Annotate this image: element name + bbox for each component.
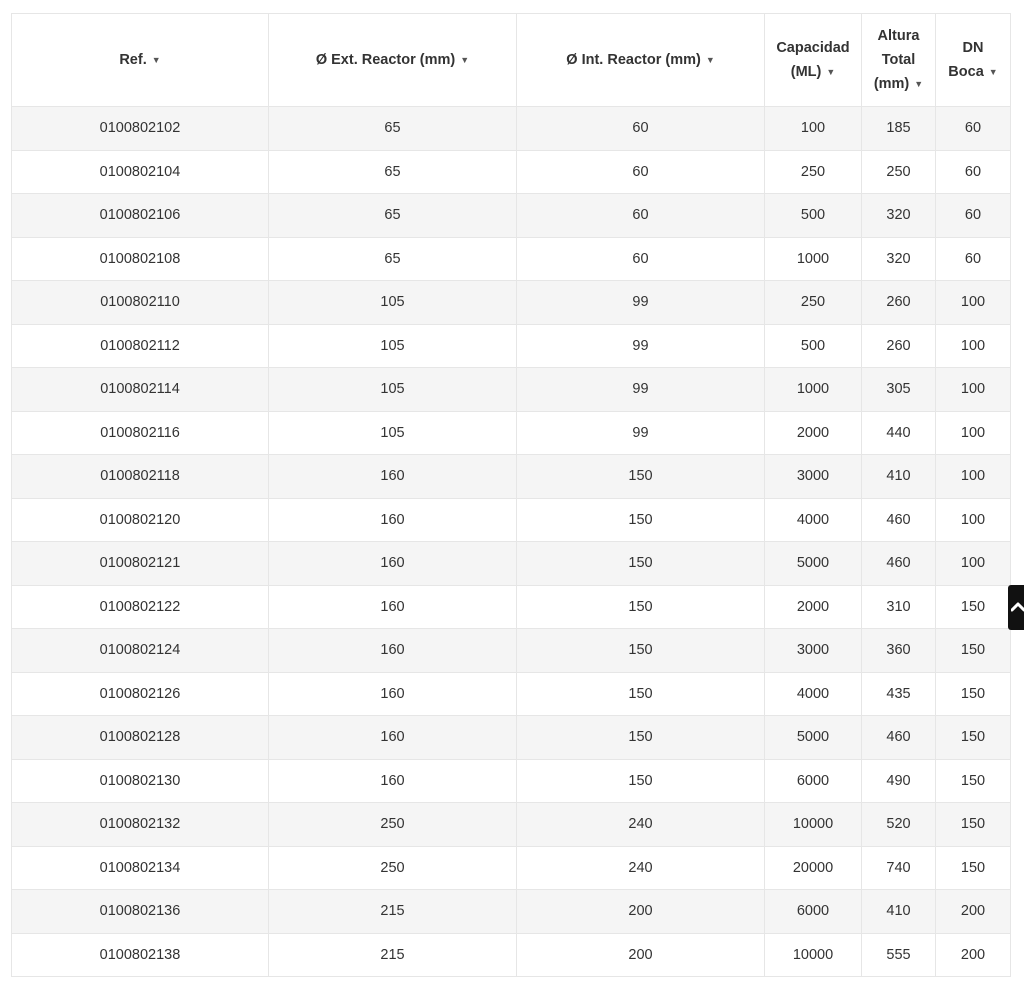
table-cell-ref: 0100802136 (12, 890, 269, 934)
table-cell-capacity: 4000 (765, 498, 862, 542)
table-cell-ext-diameter: 215 (269, 933, 517, 977)
table-row (12, 107, 1011, 151)
product-table-container (11, 13, 1010, 977)
table-row (12, 498, 1011, 542)
table-body (12, 107, 1011, 977)
table-cell-capacity: 100 (765, 107, 862, 151)
table-cell-int-diameter: 99 (517, 368, 765, 412)
table-cell-ext-diameter: 160 (269, 498, 517, 542)
sort-caret-icon: ▼ (705, 55, 715, 65)
table-header (12, 14, 1011, 107)
table-cell-int-diameter: 150 (517, 542, 765, 586)
table-cell-ref: 0100802114 (12, 368, 269, 412)
table-row (12, 194, 1011, 238)
table-cell-total-height: 250 (862, 150, 936, 194)
header-row (12, 14, 1011, 107)
table-cell-ext-diameter: 105 (269, 411, 517, 455)
table-cell-total-height: 460 (862, 716, 936, 760)
table-cell-ref: 0100802118 (12, 455, 269, 499)
column-header-label: DN (962, 40, 984, 56)
table-cell-ref: 0100802128 (12, 716, 269, 760)
table-cell-int-diameter: 60 (517, 107, 765, 151)
table-cell-capacity: 6000 (765, 759, 862, 803)
table-cell-capacity: 1000 (765, 237, 862, 281)
table-row (12, 933, 1011, 977)
table-cell-dn-mouth: 100 (936, 411, 1011, 455)
table-cell-total-height: 360 (862, 629, 936, 673)
table-cell-capacity: 2000 (765, 585, 862, 629)
table-cell-int-diameter: 150 (517, 585, 765, 629)
table-cell-dn-mouth: 100 (936, 542, 1011, 586)
table-cell-int-diameter: 200 (517, 890, 765, 934)
reactor-spec-table (11, 13, 1011, 977)
table-cell-total-height: 520 (862, 803, 936, 847)
table-cell-ext-diameter: 160 (269, 672, 517, 716)
scroll-to-top-button[interactable] (1008, 585, 1024, 630)
sort-caret-icon: ▼ (151, 55, 161, 65)
table-cell-ref: 0100802108 (12, 237, 269, 281)
table-cell-ext-diameter: 65 (269, 237, 517, 281)
table-cell-dn-mouth: 150 (936, 803, 1011, 847)
table-cell-dn-mouth: 100 (936, 455, 1011, 499)
table-cell-total-height: 555 (862, 933, 936, 977)
table-row (12, 629, 1011, 673)
table-cell-ref: 0100802112 (12, 324, 269, 368)
table-cell-total-height: 435 (862, 672, 936, 716)
table-cell-ext-diameter: 250 (269, 803, 517, 847)
table-row (12, 237, 1011, 281)
table-cell-total-height: 185 (862, 107, 936, 151)
table-cell-int-diameter: 60 (517, 194, 765, 238)
table-cell-ref: 0100802138 (12, 933, 269, 977)
table-cell-total-height: 490 (862, 759, 936, 803)
table-row (12, 716, 1011, 760)
table-cell-ext-diameter: 160 (269, 585, 517, 629)
column-header-ref[interactable] (12, 14, 269, 107)
table-cell-ext-diameter: 160 (269, 629, 517, 673)
table-cell-capacity: 5000 (765, 542, 862, 586)
table-cell-int-diameter: 240 (517, 846, 765, 890)
table-cell-dn-mouth: 150 (936, 672, 1011, 716)
table-cell-total-height: 260 (862, 281, 936, 325)
table-cell-int-diameter: 150 (517, 455, 765, 499)
table-cell-ref: 0100802122 (12, 585, 269, 629)
table-row (12, 281, 1011, 325)
table-cell-dn-mouth: 100 (936, 324, 1011, 368)
table-cell-capacity: 250 (765, 150, 862, 194)
table-cell-int-diameter: 60 (517, 237, 765, 281)
table-cell-ref: 0100802134 (12, 846, 269, 890)
table-row (12, 411, 1011, 455)
table-cell-int-diameter: 150 (517, 672, 765, 716)
table-cell-total-height: 305 (862, 368, 936, 412)
table-cell-int-diameter: 150 (517, 629, 765, 673)
table-cell-dn-mouth: 200 (936, 933, 1011, 977)
table-cell-ext-diameter: 160 (269, 759, 517, 803)
table-cell-capacity: 1000 (765, 368, 862, 412)
table-cell-int-diameter: 99 (517, 324, 765, 368)
table-cell-total-height: 320 (862, 194, 936, 238)
table-cell-total-height: 440 (862, 411, 936, 455)
table-cell-dn-mouth: 150 (936, 716, 1011, 760)
table-cell-total-height: 460 (862, 542, 936, 586)
sort-caret-icon: ▼ (914, 79, 924, 89)
column-header-capacity[interactable] (765, 14, 862, 107)
table-cell-ext-diameter: 160 (269, 542, 517, 586)
table-cell-int-diameter: 99 (517, 281, 765, 325)
table-cell-dn-mouth: 60 (936, 150, 1011, 194)
column-header-label: Ø Ext. Reactor (mm) (315, 52, 456, 68)
table-cell-dn-mouth: 100 (936, 368, 1011, 412)
column-header-label: Capacidad (776, 40, 850, 56)
table-cell-ext-diameter: 65 (269, 150, 517, 194)
column-header-label: Boca (948, 64, 984, 80)
table-cell-total-height: 320 (862, 237, 936, 281)
table-cell-ext-diameter: 65 (269, 194, 517, 238)
table-cell-capacity: 250 (765, 281, 862, 325)
table-cell-capacity: 2000 (765, 411, 862, 455)
table-cell-total-height: 260 (862, 324, 936, 368)
column-header-label: Ø Int. Reactor (mm) (566, 52, 701, 68)
column-header-total-height[interactable] (862, 14, 936, 107)
table-cell-ref: 0100802126 (12, 672, 269, 716)
table-cell-capacity: 10000 (765, 933, 862, 977)
table-cell-capacity: 6000 (765, 890, 862, 934)
table-row (12, 542, 1011, 586)
table-cell-ext-diameter: 105 (269, 281, 517, 325)
table-cell-total-height: 410 (862, 455, 936, 499)
table-cell-int-diameter: 150 (517, 498, 765, 542)
table-cell-capacity: 4000 (765, 672, 862, 716)
table-row (12, 846, 1011, 890)
table-cell-ref: 0100802102 (12, 107, 269, 151)
table-cell-ref: 0100802132 (12, 803, 269, 847)
table-cell-int-diameter: 99 (517, 411, 765, 455)
table-cell-capacity: 500 (765, 194, 862, 238)
table-row (12, 368, 1011, 412)
table-cell-ref: 0100802130 (12, 759, 269, 803)
table-cell-dn-mouth: 60 (936, 237, 1011, 281)
table-cell-capacity: 500 (765, 324, 862, 368)
table-cell-capacity: 3000 (765, 629, 862, 673)
table-row (12, 585, 1011, 629)
table-cell-dn-mouth: 60 (936, 194, 1011, 238)
column-header-label: (mm) (873, 76, 910, 92)
table-cell-ref: 0100802124 (12, 629, 269, 673)
table-cell-dn-mouth: 100 (936, 281, 1011, 325)
table-row (12, 759, 1011, 803)
table-cell-total-height: 460 (862, 498, 936, 542)
table-row (12, 324, 1011, 368)
table-cell-ref: 0100802120 (12, 498, 269, 542)
table-cell-ref: 0100802121 (12, 542, 269, 586)
table-cell-ext-diameter: 160 (269, 716, 517, 760)
table-cell-int-diameter: 150 (517, 716, 765, 760)
column-header-dn-mouth[interactable] (936, 14, 1011, 107)
table-cell-dn-mouth: 60 (936, 107, 1011, 151)
column-header-int-diameter[interactable] (517, 14, 765, 107)
table-row (12, 672, 1011, 716)
table-cell-int-diameter: 240 (517, 803, 765, 847)
table-cell-int-diameter: 200 (517, 933, 765, 977)
table-cell-ref: 0100802110 (12, 281, 269, 325)
table-row (12, 150, 1011, 194)
table-cell-int-diameter: 150 (517, 759, 765, 803)
table-cell-ext-diameter: 105 (269, 368, 517, 412)
table-row (12, 803, 1011, 847)
column-header-label: Altura (877, 28, 920, 44)
table-cell-capacity: 10000 (765, 803, 862, 847)
table-cell-total-height: 310 (862, 585, 936, 629)
table-cell-dn-mouth: 150 (936, 759, 1011, 803)
sort-caret-icon: ▼ (826, 67, 836, 77)
table-cell-ref: 0100802106 (12, 194, 269, 238)
column-header-label: Ref. (119, 52, 147, 68)
table-cell-ref: 0100802116 (12, 411, 269, 455)
column-header-ext-diameter[interactable] (269, 14, 517, 107)
column-header-label: Total (881, 52, 916, 68)
table-cell-dn-mouth: 150 (936, 629, 1011, 673)
table-cell-total-height: 410 (862, 890, 936, 934)
table-cell-dn-mouth: 200 (936, 890, 1011, 934)
table-cell-ext-diameter: 160 (269, 455, 517, 499)
table-cell-total-height: 740 (862, 846, 936, 890)
table-cell-ref: 0100802104 (12, 150, 269, 194)
table-row (12, 890, 1011, 934)
table-cell-capacity: 3000 (765, 455, 862, 499)
chevron-up-icon (1011, 601, 1024, 613)
table-row (12, 455, 1011, 499)
column-header-label: (ML) (790, 64, 822, 80)
table-cell-dn-mouth: 100 (936, 498, 1011, 542)
table-cell-ext-diameter: 250 (269, 846, 517, 890)
table-cell-ext-diameter: 105 (269, 324, 517, 368)
table-cell-dn-mouth: 150 (936, 585, 1011, 629)
table-cell-int-diameter: 60 (517, 150, 765, 194)
table-cell-dn-mouth: 150 (936, 846, 1011, 890)
table-cell-ext-diameter: 65 (269, 107, 517, 151)
table-cell-ext-diameter: 215 (269, 890, 517, 934)
table-cell-capacity: 20000 (765, 846, 862, 890)
sort-caret-icon: ▼ (460, 55, 470, 65)
sort-caret-icon: ▼ (988, 67, 998, 77)
table-cell-capacity: 5000 (765, 716, 862, 760)
